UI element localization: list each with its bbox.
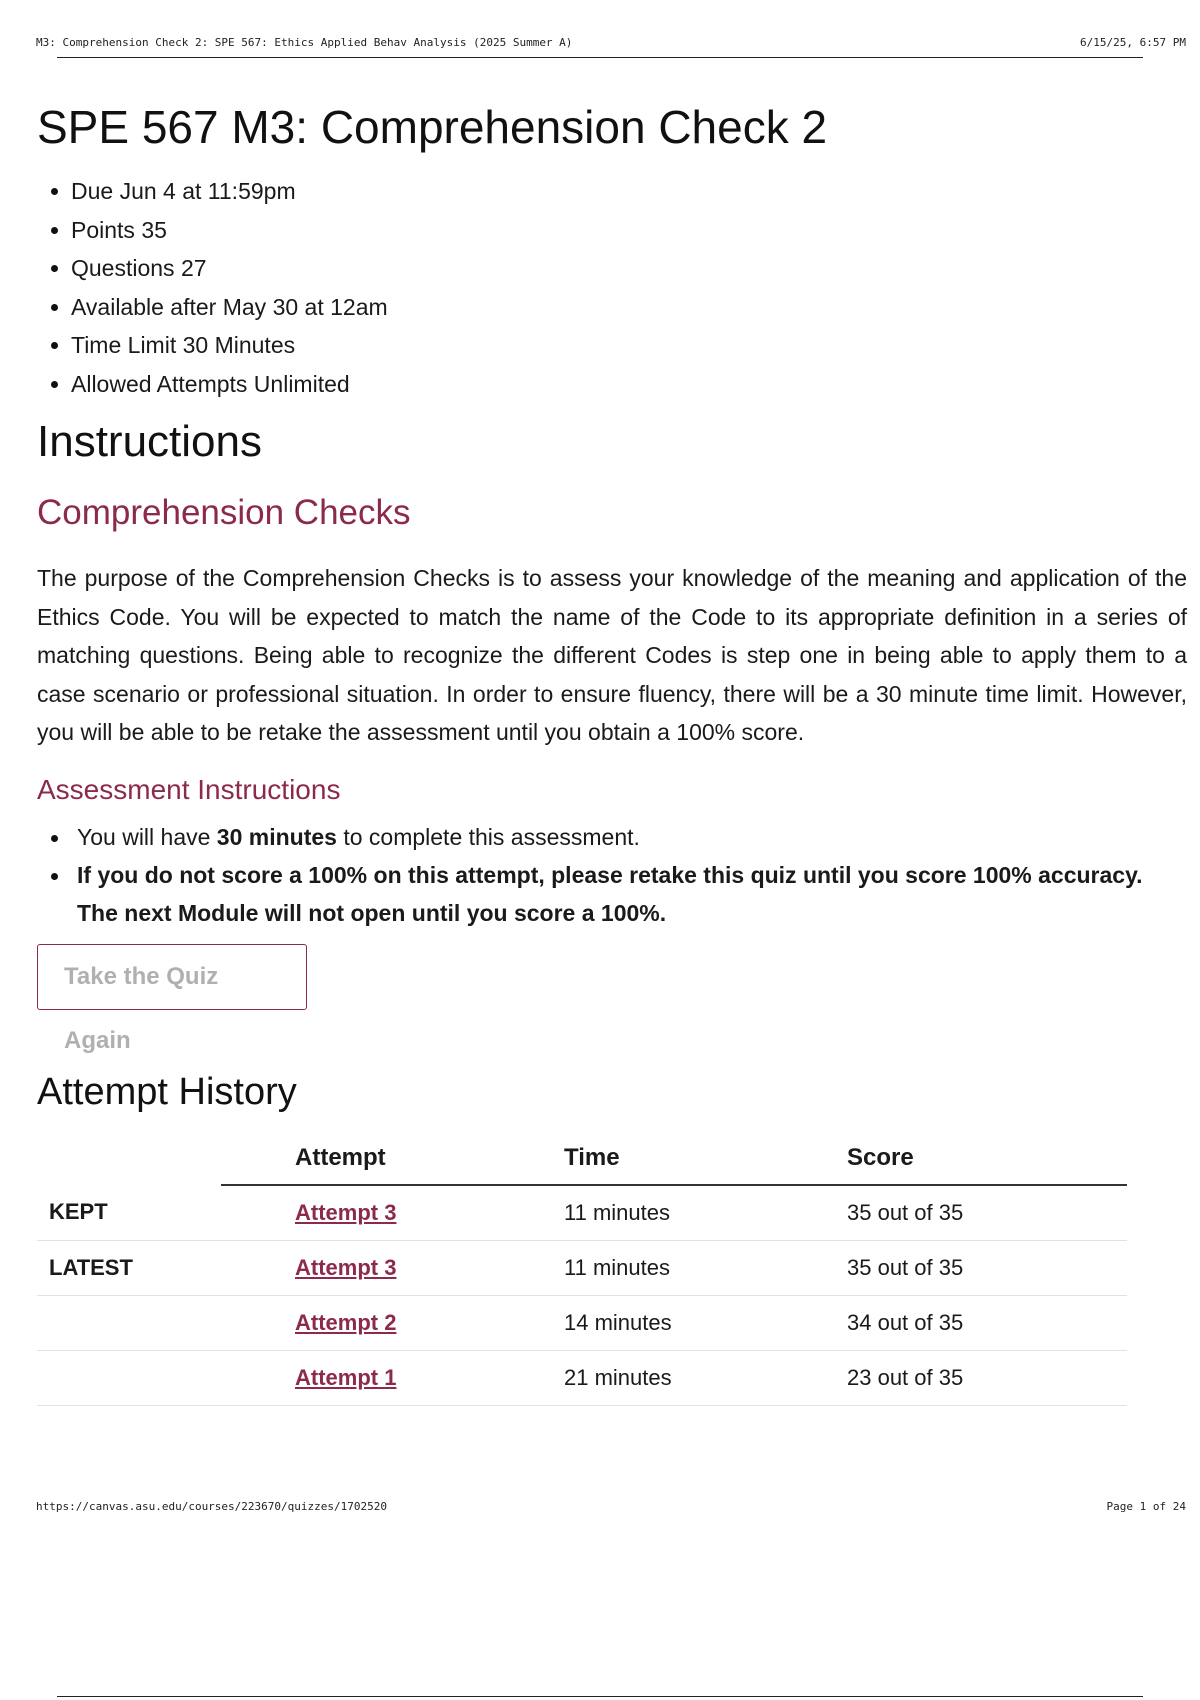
header-divider — [57, 57, 1143, 58]
assessment-instructions-heading: Assessment Instructions — [37, 773, 341, 805]
attempt-link[interactable]: Attempt 3 — [295, 1254, 397, 1280]
time-limit: Time Limit 30 Minutes — [49, 326, 1187, 365]
attempt-time: 11 minutes — [563, 1185, 846, 1241]
points: Points 35 — [49, 211, 1187, 250]
instruction-retake-text: If you do not score a 100% on this attempt, please retake this quiz until you score 100% accuracy. The next Module will not open until you score a 100%. — [77, 861, 1143, 926]
bottom-divider — [57, 1696, 1143, 1697]
attempt-time: 21 minutes — [563, 1350, 846, 1405]
due-date: Due Jun 4 at 11:59pm — [49, 172, 1187, 211]
instruction-time-post: to complete this assessment. — [336, 823, 640, 850]
attempt-score: 23 out of 35 — [846, 1350, 1127, 1405]
page-number: Page 1 of 24 — [1106, 1500, 1186, 1513]
assessment-instructions-list — [37, 818, 1187, 932]
print-header-timestamp: 6/15/25, 6:57 PM — [1080, 36, 1186, 49]
instructions-heading: Instructions — [37, 417, 262, 466]
column-header-attempt: Attempt — [221, 1132, 563, 1185]
allowed-attempts: Allowed Attempts Unlimited — [49, 365, 1187, 404]
instruction-time-bold: 30 minutes — [216, 823, 337, 850]
page-title: SPE 567 M3: Comprehension Check 2 — [37, 101, 828, 153]
attempt-link[interactable]: Attempt 3 — [295, 1199, 397, 1225]
attempt-tag — [37, 1295, 221, 1350]
attempt-link[interactable]: Attempt 1 — [295, 1364, 397, 1390]
attempt-link[interactable]: Attempt 2 — [295, 1309, 397, 1335]
attempt-score: 35 out of 35 — [846, 1240, 1127, 1295]
attempt-tag: KEPT — [37, 1185, 221, 1241]
attempt-history-table — [37, 1132, 1127, 1406]
main-content — [37, 100, 1187, 1406]
table-row — [37, 1185, 1127, 1241]
attempt-history-heading: Attempt History — [37, 1070, 297, 1113]
available-after: Available after May 30 at 12am — [49, 288, 1187, 327]
comprehension-checks-heading: Comprehension Checks — [37, 493, 411, 532]
print-header-title: M3: Comprehension Check 2: SPE 567: Ethics Applied Behav Analysis (2025 Summer A) — [36, 36, 573, 49]
take-quiz-again-button[interactable]: Take the Quiz Again — [37, 944, 307, 1010]
column-header-time: Time — [563, 1132, 846, 1185]
attempt-tag — [37, 1350, 221, 1405]
purpose-paragraph: The purpose of the Comprehension Checks is to assess your knowledge of the meaning and application of the Ethics Code. You will be expected to match the name of the Code to its appropriate definition in a series of matching questions. Being able to recognize the different Codes is step one in being able to apply them to a case scenario or professional situation. In order to ensure fluency, there will be a 30 minute time limit. However, you will be able to be retake the assessment until you obtain a 100% score. — [37, 565, 1187, 745]
table-row — [37, 1350, 1127, 1405]
attempt-score: 34 out of 35 — [846, 1295, 1127, 1350]
attempt-time: 11 minutes — [563, 1240, 846, 1295]
print-footer — [36, 1500, 1186, 1513]
instruction-time-pre: You will have — [77, 823, 217, 850]
attempt-tag: LATEST — [37, 1240, 221, 1295]
column-header-score: Score — [846, 1132, 1127, 1185]
instruction-time-limit — [49, 818, 1187, 856]
table-row — [37, 1240, 1127, 1295]
table-row — [37, 1295, 1127, 1350]
attempt-time: 14 minutes — [563, 1295, 846, 1350]
table-header-row — [37, 1132, 1127, 1185]
attempt-score: 35 out of 35 — [846, 1185, 1127, 1241]
column-header-tag — [37, 1132, 221, 1185]
instruction-retake — [49, 856, 1187, 932]
print-header — [36, 36, 1186, 49]
quiz-details-list — [37, 172, 1187, 403]
question-count: Questions 27 — [49, 249, 1187, 288]
print-footer-url: https://canvas.asu.edu/courses/223670/quizzes/1702520 — [36, 1500, 387, 1513]
